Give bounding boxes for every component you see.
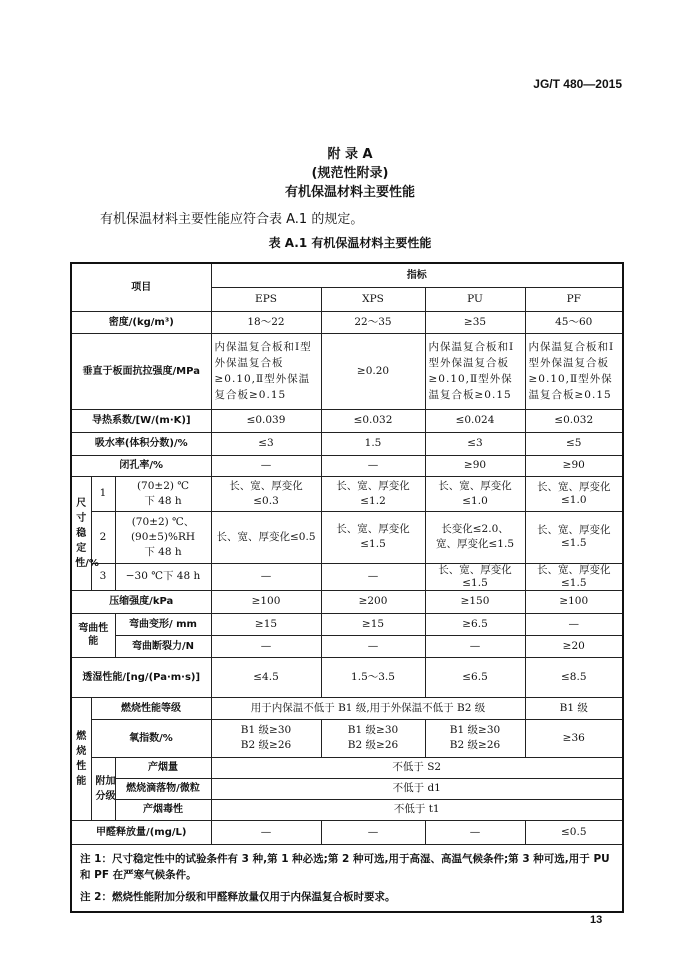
row-fire-toxic — [71, 799, 623, 820]
cell: ≤0.5 — [525, 820, 623, 844]
cell: ≥90 — [425, 455, 525, 476]
intro-paragraph: 有机保温材料主要性能应符合表 A.1 的规定。 — [100, 212, 364, 227]
cell: B1 级≥30 B2 级≥26 — [425, 719, 525, 757]
dim-stability-label: 尺寸稳定性/% — [71, 476, 91, 590]
cond-cell: −30 ℃下 48 h — [115, 563, 211, 590]
col-xps: XPS — [321, 287, 425, 311]
cell: ≥150 — [425, 590, 525, 613]
row-closed-cell — [71, 455, 623, 476]
cell: — — [211, 563, 321, 590]
cell: ≥200 — [321, 590, 425, 613]
cell: ≤0.039 — [211, 409, 321, 432]
cell: ≥100 — [211, 590, 321, 613]
cell: — — [321, 635, 425, 657]
cell: ≥20 — [525, 635, 623, 657]
cell: ≤8.5 — [525, 657, 623, 697]
cell: 1.5～3.5 — [321, 657, 425, 697]
cell: ≤0.024 — [425, 409, 525, 432]
row-label: 吸水率(体积分数)/% — [71, 432, 211, 455]
cell: ≥100 — [525, 590, 623, 613]
col-pu: PU — [425, 287, 525, 311]
cell: 长、宽、厚变化 ≤0.3 — [211, 476, 321, 511]
row-density — [71, 311, 623, 333]
cell: — — [525, 613, 623, 635]
cell: — — [425, 820, 525, 844]
cell: — — [321, 563, 425, 590]
row-dim-2 — [71, 511, 623, 563]
cell: 长、宽、厚变化≤1.5 — [425, 563, 525, 590]
cell: 长、宽、厚变化≤1.5 — [525, 511, 623, 563]
cond-cell: (70±2) ℃ 下 48 h — [115, 476, 211, 511]
row-label: 燃烧滴落物/微粒 — [115, 778, 211, 799]
cell: 内保温复合板和Ⅰ型外保温复合板≥0.10,Ⅱ型外保温复合板≥0.15 — [211, 333, 321, 409]
col-eps: EPS — [211, 287, 321, 311]
cell: — — [321, 455, 425, 476]
cell: 长、宽、厚变化≤1.5 — [525, 563, 623, 590]
cell: — — [211, 820, 321, 844]
appendix-subtitle: (规范性附录) — [311, 166, 389, 181]
row-vapor — [71, 657, 623, 697]
row-label: 甲醛释放量/(mg/L) — [71, 820, 211, 844]
row-fire-smoke — [71, 757, 623, 778]
row-dim-3 — [71, 563, 623, 590]
cond-no: 2 — [91, 511, 115, 563]
row-dim-1 — [71, 476, 623, 511]
row-notes — [71, 844, 623, 912]
row-bending-break — [71, 635, 623, 657]
row-fire-drip — [71, 778, 623, 799]
header-index: 指标 — [211, 263, 623, 287]
cell: ≤3 — [211, 432, 321, 455]
table-caption: 表 A.1 有机保温材料主要性能 — [268, 236, 432, 250]
cell: ≥36 — [525, 719, 623, 757]
table-notes — [71, 844, 623, 912]
row-label: 闭孔率/% — [71, 455, 211, 476]
cell: ≤6.5 — [425, 657, 525, 697]
cell: ≥90 — [525, 455, 623, 476]
cell: ≥15 — [211, 613, 321, 635]
cell: ≥0.20 — [321, 333, 425, 409]
cell: B1 级≥30 B2 级≥26 — [321, 719, 425, 757]
row-label: 产烟量 — [115, 757, 211, 778]
cell: 长、宽、厚变化 ≤1.5 — [321, 511, 425, 563]
cell: 长变化≤2.0、 宽、厚变化≤1.5 — [425, 511, 525, 563]
cell: 22～35 — [321, 311, 425, 333]
appendix-name: 有机保温材料主要性能 — [284, 185, 415, 200]
cell: — — [321, 820, 425, 844]
fire-performance-label: 燃烧性能 — [71, 697, 91, 820]
col-pf: PF — [525, 287, 623, 311]
cell: ≤0.032 — [525, 409, 623, 432]
row-formaldehyde — [71, 820, 623, 844]
cell: ≤5 — [525, 432, 623, 455]
cell: ≥6.5 — [425, 613, 525, 635]
row-label: 密度/(kg/m³) — [71, 311, 211, 333]
cell: — — [211, 635, 321, 657]
cond-no: 3 — [91, 563, 115, 590]
cell: 长、宽、厚变化≤1.0 — [525, 476, 623, 511]
cell: — — [211, 455, 321, 476]
row-label: 弯曲断裂力/N — [115, 635, 211, 657]
cell: — — [425, 635, 525, 657]
cell: 不低于 t1 — [211, 799, 623, 820]
header-item: 项目 — [71, 263, 211, 311]
cond-cell: (70±2) ℃、 (90±5)%RH 下 48 h — [115, 511, 211, 563]
note-2: 注 2：燃烧性能附加分级和甲醛释放量仅用于内保温复合板时要求。 — [80, 890, 396, 903]
row-label: 燃烧性能等级 — [91, 697, 211, 719]
cell: B1 级 — [525, 697, 623, 719]
row-bending-deform — [71, 613, 623, 635]
row-tensile — [71, 333, 623, 409]
cell: 45～60 — [525, 311, 623, 333]
page-number: 13 — [590, 914, 603, 926]
appendix-title: 附 录 A — [327, 147, 373, 162]
row-fire-grade — [71, 697, 623, 719]
row-label: 导热系数/[W/(m·K)] — [71, 409, 211, 432]
cell: ≤4.5 — [211, 657, 321, 697]
cell: 18～22 — [211, 311, 321, 333]
cell: ≥15 — [321, 613, 425, 635]
row-fire-oxygen — [71, 719, 623, 757]
cell: 不低于 S2 — [211, 757, 623, 778]
row-label: 弯曲变形/ mm — [115, 613, 211, 635]
extra-grade-label: 附加分级 — [91, 757, 115, 820]
row-label: 产烟毒性 — [115, 799, 211, 820]
row-label: 垂直于板面抗拉强度/MPa — [71, 333, 211, 409]
bending-label: 弯曲性能 — [71, 613, 115, 657]
cell: 用于内保温不低于 B1 级,用于外保温不低于 B2 级 — [211, 697, 525, 719]
row-label: 透湿性能/[ng/(Pa·m·s)] — [71, 657, 211, 697]
row-conductivity — [71, 409, 623, 432]
cond-no: 1 — [91, 476, 115, 511]
cell: 内保温复合板和Ⅰ型外保温复合板≥0.10,Ⅱ型外保温复合板≥0.15 — [425, 333, 525, 409]
row-water-absorption — [71, 432, 623, 455]
cell: 长、宽、厚变化≤0.5 — [211, 511, 321, 563]
row-label: 压缩强度/kPa — [71, 590, 211, 613]
cell: 长、宽、厚变化 ≤1.2 — [321, 476, 425, 511]
row-label: 氧指数/% — [91, 719, 211, 757]
cell: ≤3 — [425, 432, 525, 455]
properties-table — [70, 262, 624, 913]
standard-code: JG/T 480—2015 — [533, 77, 622, 91]
row-compressive — [71, 590, 623, 613]
cell: 内保温复合板和Ⅰ型外保温复合板≥0.10,Ⅱ型外保温复合板≥0.15 — [525, 333, 623, 409]
cell: 长、宽、厚变化 ≤1.0 — [425, 476, 525, 511]
cell: B1 级≥30 B2 级≥26 — [211, 719, 321, 757]
cell: ≤0.032 — [321, 409, 425, 432]
note-1: 注 1：尺寸稳定性中的试验条件有 3 种,第 1 种必选;第 2 种可选,用于高湿、高温气候条件;第 3 种可选,用于 PU 和 PF 在严寒气候条件。 — [80, 852, 610, 881]
cell: 1.5 — [321, 432, 425, 455]
cell: ≥35 — [425, 311, 525, 333]
cell: 不低于 d1 — [211, 778, 623, 799]
